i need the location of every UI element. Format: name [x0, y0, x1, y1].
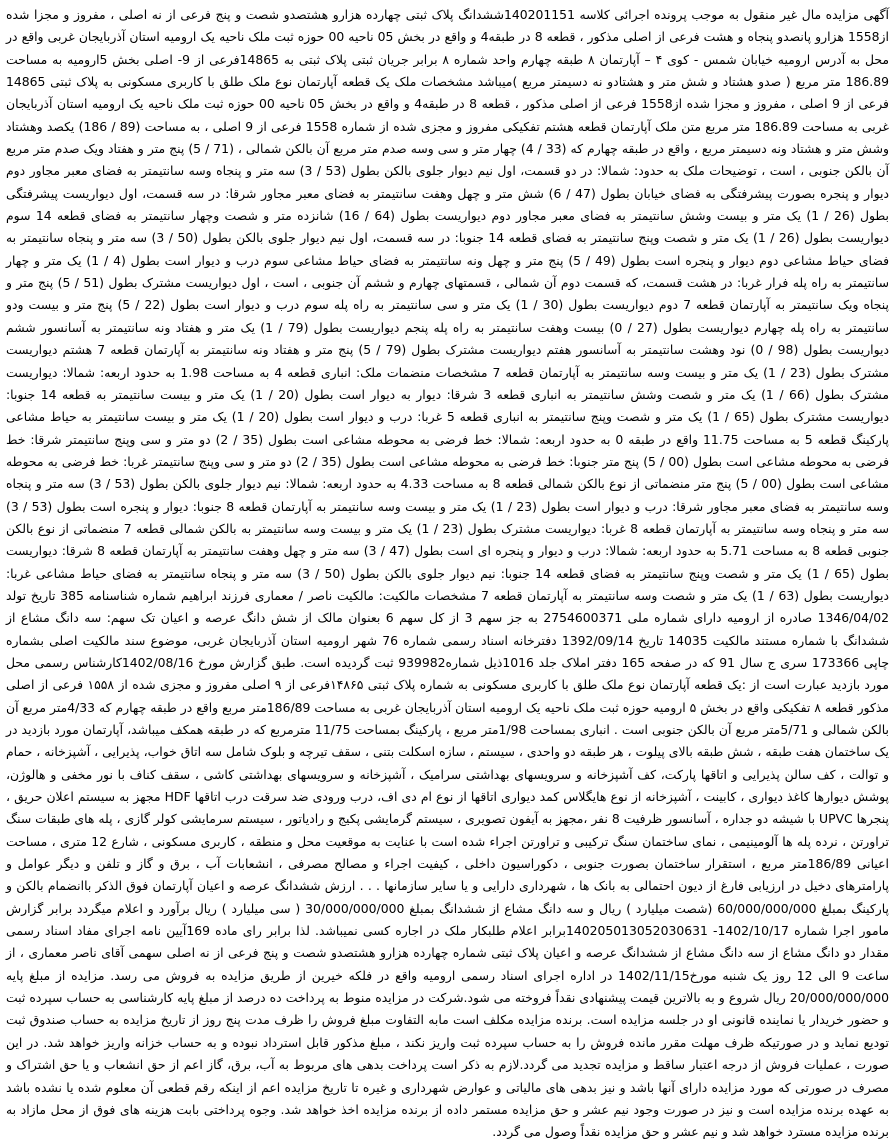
- auction-notice-text: آگهی مزایده مال غیر منقول به موجب پرونده اجرائی کلاسه 140201151ششدانگ پلاک ثبتی چهارده هزارو هشتصدو شصت و پنج فرعی از نه اصلی ، مفروز و مجزا شده از1558 هزارو پانصدو پنجاه و هشت فرعی از اصلی مذکور ، قطعه 8 در طبقه4 و واقع در بخش 05 ناحیه 00 حوزه ثبت ملک ناحیه یک ارومیه استان آذربایجان غربی واقع در محل به آدرس ارومیه خیابان شمس - کوی ۴ – آپارتمان ۸ طبقه چهارم واحد شماره ۸ برابر جریان ثبتی پلاک ثبتی به 14865فرعی از 9- اصلی بخش 5ارومیه به مساحت 186.89 متر مربع ( صدو هشتاد و شش متر و هشتادو نه دسیمتر مربع )میباشد مشخصات ملک یک قطعه آپارتمان نوع ملک طلق با کاربری مسکونی به پلاک ثبتی 14865 فرعی از 9 اصلی ، مفروز و مجزا شده از1558 فرعی از اصلی مذکور ، قطعه 8 در طبقه4 و واقع در بخش 05 ناحیه 00 حوزه ثبت ملک ناحیه یک ارومیه استان آذربایجان غربی به مساحت 186.89 متر مربع متن ملک آپارتمان قطعه هشتم تفکیکی مفروز و مجزی شده از شماره 1558 فرعی از 9 اصلی ، به مساحت (89 / 186) یکصد وهشتاد وشش متر و هشتاد ونه دسیمتر مربع ، واقع در طبقه چهارم که (33 / 4) چهار متر و سی وسه صدم متر مربع آن بالکن شمالی ، (71 / 5) پنج متر و هفتاد ویک صدم متر مربع آن بالکن جنوبی ، است ، توضیحات ملک به حدود: شمالا: در دو قسمت، اول نیم دیوار جلوی بالکن بطول (53 / 3) سه متر و پنجاه وسه سانتیمتر به فضای معبر مجاور دوم دیوار و پنجره بصورت پیشرفتگی به فضای خیابان بطول (47 / 6) شش متر و چهل وهفت سانتیمتر به فضای معبر مجاور شرقا: در سه قسمت، اول دیواریست پیشرفتگی بطول (26 / 1) یک متر و بیست وشش سانتیمتر به فضای معبر مجاور دوم دیواریست بطول (64 / 16) شانزده متر و شصت وچهار سانتیمتر به فضای قطعه 14 سوم دیواریست بطول (26 / 1) یک متر و شصت وپنج سانتیمتر به فضای قطعه 14 جنوبا: در سه قسمت، اول نیم دیوار جلوی بالکن بطول (50 / 3) سه متر و پنجاه سانتیمتر به فضای حیاط مشاعی دوم دیوار و پنجره است بطول (49 / 5) پنج متر و چهل ونه سانتیمتر به فضای حیاط مشاعی سوم درب و دیوار است بطول (4 / 1) یک متر و چهار سانتیمتر به راه پله فرار غربا: در هشت قسمت، که قسمت دوم آن شمالی ، قسمتهای چهارم و ششم آن جنوبی ، است ، اول دیواریست مشترک بطول (51 / 5) پنج متر و پنجاه ویک سانتیمتر به آپارتمان قطعه 7 دوم دیواریست بطول (30 / 1) یک متر و سی سانتیمتر به راه پله سوم درب و دیوار است بطول (22 / 5) پنج متر و بیست ودو سانتیمتر به راه پله چهارم دیواریست بطول (27 / 0) بیست وهفت سانتیمتر به راه پله پنجم دیواریست بطول (79 / 1) یک متر و هفتاد ونه سانتیمتر به آسانسور ششم دیواریست بطول (98 / 0) نود وهشت سانتیمتر به آسانسور هفتم دیواریست مشترک بطول (79 / 5) پنج متر و هفتاد ونه سانتیمتر به آپارتمان قطعه 7 هشتم دیواریست مشترک بطول (23 / 1) یک متر و بیست وسه سانتیمتر به آپارتمان قطعه 7 مشخصات منضمات ملک: انباری قطعه 4 به مساحت 1.98 به حدود اربعه: شمالا: دیواریست مشترک بطول (66 / 1) یک متر و شصت وشش سانتیمتر به انباری قطعه 3 شرقا: دیوار به دیوار است بطول (20 / 1) یک متر و بیست سانتیمتر به قطعه 14 جنوبا: دیواریست مشترک بطول (65 / 1) یک متر و شصت وپنج سانتیمتر به انباری قطعه 5 غربا: درب و دیوار است بطول (20 / 1) یک متر و بیست سانتیمتر به حیاط مشاعی پارکینگ قطعه 5 به مساحت 11.75 واقع در طبقه 0 به حدود اربعه: شمالا: خط فرضی به محوطه مشاعی است بطول (35 / 2) دو متر و سی وپنج سانتیمتر شرقا: خط فرضی به محوطه مشاعی است بطول (00 / 5) پنج متر جنوبا: خط فرضی به محوطه مشاعی است بطول (35 / 2) دو متر و سی وپنج سانتیمتر غربا: خط فرضی به محوطه مشاعی است بطول (00 / 5) پنج متر منضماتی از نوع بالکن شمالی قطعه 8 به مساحت 4.33 به حدود اربعه: شمالا: نیم دیوار جلوی بالکن بطول (53 / 3) سه متر و پنجاه وسه سانتیمتر به فضای معبر مجاور شرقا: درب و دیوار است بطول (23 / 1) یک متر و بیست وسه سانتیمتر به آپارتمان قطعه 8 جنوبا: دیوار و پنجره است بطول (53 / 3) سه متر و پنجاه وسه سانتیمتر به آپارتمان قطعه 8 غربا: دیواریست مشترک بطول (23 / 1) یک متر و بیست وسه سانتیمتر به بالکن شمالی قطعه 7 منضماتی از نوع بالکن جنوبی قطعه 8 به مساحت 5.71 به حدود اربعه: شمالا: درب و دیوار و پنجره ای است بطول (47 / 3) سه متر و چهل وهفت سانتیمتر به آپارتمان قطعه 8 شرقا: دیواریست بطول (65 / 1) یک متر و شصت وپنج سانتیمتر به فضای قطعه 14 جنوبا: نیم دیوار جلوی بالکن بطول (50 / 3) سه متر و پنجاه سانتیمتر به فضای حیاط مشاعی غربا: دیواریست بطول (63 / 1) یک متر و شصت وسه سانتیمتر به آپارتمان قطعه 7 مشخصات مالکیت: مالکیت ناصر / معماری فرزند ابراهیم شماره شناسنامه 385 تاریخ تولد 1346/04/02 صادره از ارومیه دارای شماره ملی 2754600371 به جز سهم 3 از کل سهم 6 بعنوان مالک از شش دانگ عرصه و اعیان تک سهم: سه دانگ مشاع از ششدانگ با شماره مستند مالکیت 14035 تاریخ 1392/09/14 دفترخانه اسناد رسمی شماره 76 شهر ارومیه استان آذربایجان غربی، موضوع سند مالکیت اصلی بشماره چاپی 173366 سری ج سال 91 که در صفحه 165 دفتر املاک جلد 1016ذیل شماره939982 ثبت گردیده است. طبق گزارش مورخ 1402/08/16کارشناس رسمی محل مورد بازدید عبارت است از :یک قطعه آپارتمان نوع ملک طلق با کاربری مسکونی به شماره پلاک ثبتی ۱۴۸۶۵فرعی از ۹ اصلی مفروز و مجزی شده از ۱۵۵۸ فرعی از اصلی مذکور قطعه ۸ تفکیکی واقع در بخش ۵ ارومیه حوزه ثبت ملک ناحیه یک ارومیه استان آذربایجان غربی به مساحت 186/89متر مربع واقع در طبقه چهارم که 4/33متر مربع آن بالکن شمالی و 5/71متر مربع آن بالکن جنوبی است . انباری بمساحت 1/98متر مربع ، پارکینگ بمساحت 11/75 مترمربع که در طبقه همکف میباشد، آپارتمان مورد بازدید در یک ساختمان هفت طبقه ، شش طبقه بالای پیلوت ، هر طبقه دو واحدی ، سیستم ، سازه اسکلت بتنی ، سقف تیرچه و بلوک شامل سه اتاق خواب، پذیرایی ، آشپزخانه ، حمام و توالت ، کف سالن پذیرایی و اتاقها پارکت، کف آشپزخانه و سرویسهای بهداشتی سرامیک ، آشپزخانه و سرویسهای بهداشتی کاشی ، سقف کناف با نور مخفی و هالوژن، پوشش دیوارها کاغذ دیواری ، کابینت ، آشپزخانه از نوع هایگلاس کمد دیواری اتاقها از نوع ام دی اف، درب ورودی ضد سرقت درب اتاقها HDF مجهز به سیستم اعلان حریق ، پنجرها UPVC با شیشه دو جداره ، آسانسور ظرفیت 8 نفر ،مجهز به آیفون تصویری ، سیستم گرمایشی پکیج و رادیاتور ، سیستم سرمایشی کولر گازی ، پله های طبقات سنگ تراورتن ، نرده پله ها آلومینیمی ، نمای ساختمان سنگ ترکیبی و تراورتن اجراء شده است با عنایت به موقعیت محل و منطقه ، کاربری مسکونی ، شارع 12 متری ، مساحت اعیانی 186/89متر مربع ، استقرار ساختمان بصورت جنوبی ، دکوراسیون داخلی ، کیفیت اجراء و مصالح مصرفی ، انشعابات آب ، برق و گاز و تلفن و دیگر عوامل و پارامترهای دخیل در ارزیابی فارغ از دیون احتمالی به بانک ها ، شهرداری دارایی و یا سایر سازمانها . . . ارزش ششدانگ عرصه و اعیان آپارتمان فوق الذکر باانضمام بالکن و پارکینگ بمبلغ 60/000/000/000 (شصت میلیارد ) ریال و سه دانگ مشاع از ششدانگ بمبلغ 30/000/000/000 ( سی میلیارد ) ریال برآورد و اعلام میگردد برابر گزارش مامور اجرا شماره 1402/10/17- 140205013052030631برابر اعلام طلبکار ملک در اجاره کسی نمیباشد. لذا برابر رای ماده 169آیین نامه اجرای مفاد اسناد رسمی مقدار دو دانگ مشاع از سه دانگ مشاع از ششدانگ عرصه و اعیان پلاک ثبتی شماره چهارده هزارو هشتصدو شصت و پنج فرعی از نه اصلی سهمی آقای ناصر معماری ، از ساعت 9 الی 12 روز یک شنبه مورخ1402/11/15 در اداره اجرای اسناد رسمی ارومیه واقع در فلکه خیرین از طریق مزایده به فروش می رسد. مزایده از مبلغ پایه 20/000/000/000 ریال شروع و به بالاترین قیمت پیشنهادی نقداً فروخته می شود.شرکت در مزایده منوط به پرداخت ده درصد از مبلغ پایه کارشناسی به حساب سپرده ثبت و حضور خریدار یا نماینده قانونی او در جلسه مزایده است. برنده مزایده مکلف است مابه التفاوت مبلغ فروش را ظرف مدت پنج روز از تاریخ مزایده به حساب صندوق ثبت تودیع نماید و در صورتیکه ظرف مهلت مقرر مانده فروش را به حساب سپرده ثبت واریز نکند ، مبلغ مذکور قابل استرداد نبوده و به حساب خزانه واریز خواهد شد. در این صورت ، عملیات فروش از درجه اعتبار ساقط و مزایده تجدید می گردد.لازم به ذکر است پرداخت بدهی های مربوط به آب، برق، گاز اعم از حق انشعاب و یا حق اشتراک و مصرف در صورتی که مورد مزایده دارای آنها باشد و نیز بدهی های مالیاتی و عوارض شهرداری و غیره تا تاریخ مزایده اعم از اینکه رقم قطعی آن معلوم شده یا نشده باشد به عهده برنده مزایده است و نیز در صورت وجود نیم عشر و حق مزایده مستمر داده از برنده مزایده اخذ خواهد شد. وجوه پرداختی بابت هزینه های فوق از محل مازاد به برنده مزایده مسترد خواهد شد و نیم عشر و حق مزایده نقداً وصول می گردد.: [6, 7, 890, 1140]
